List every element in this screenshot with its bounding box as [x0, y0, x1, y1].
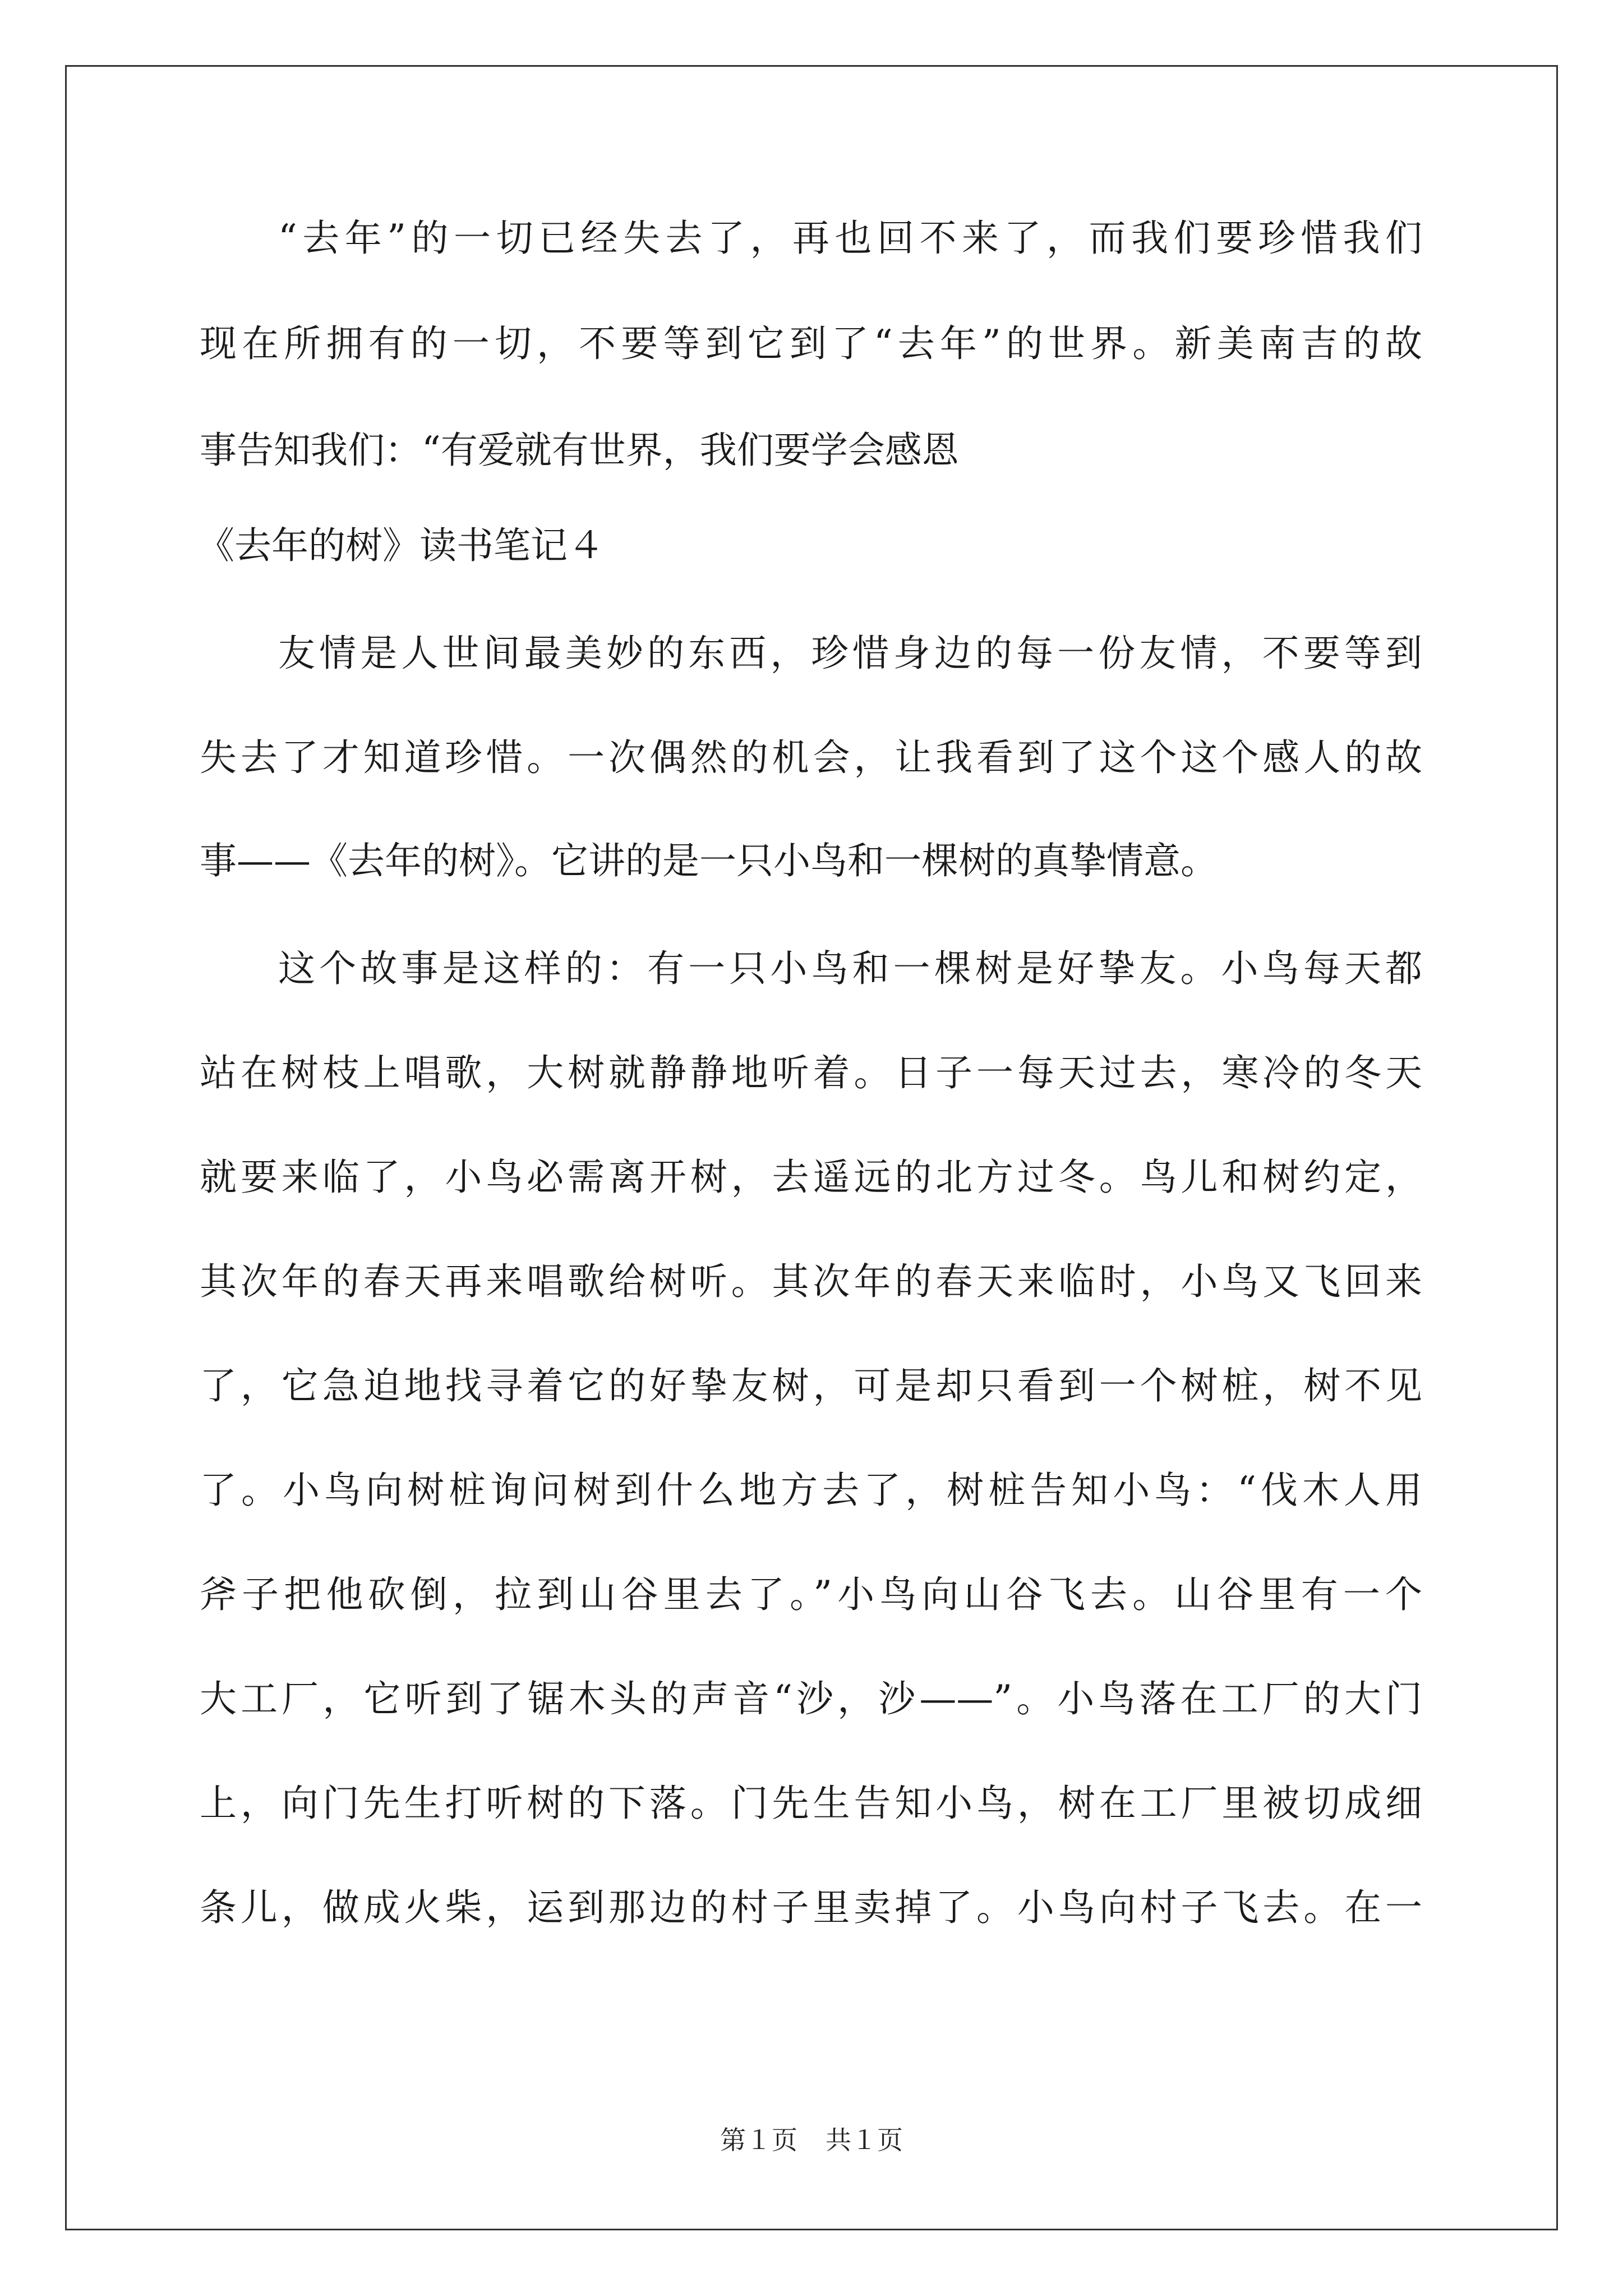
paragraph-line: 事告知我们：“有爱就有世界，我们要学会感恩: [200, 429, 959, 472]
section-heading: 《去年的树》读书笔记４: [197, 524, 605, 567]
page-footer: [0, 2123, 1623, 2157]
paragraph-line: 这个故事是这样的：有一只小鸟和一棵树是好挚友。小鸟每天都: [278, 947, 1422, 990]
page-number: 第１页: [720, 2125, 797, 2155]
paragraph-line: 上，向门先生打听树的下落。门先生告知小鸟，树在工厂里被切成细: [200, 1782, 1422, 1825]
paragraph-line: 了。小鸟向树桩询问树到什么地方去了，树桩告知小鸟：“伐木人用: [200, 1469, 1422, 1512]
paragraph-line: 失去了才知道珍惜。一次偶然的机会，让我看到了这个这个感人的故: [200, 736, 1422, 779]
paragraph-line: 条儿，做成火柴，运到那边的村子里卖掉了。小鸟向村子飞去。在一: [200, 1886, 1422, 1929]
paragraph-line: 斧子把他砍倒，拉到山谷里去了。”小鸟向山谷飞去。山谷里有一个: [200, 1573, 1422, 1616]
page-total: 共１页: [826, 2125, 903, 2155]
paragraph-line: 站在树枝上唱歌，大树就静静地听着。日子一每天过去，寒冷的冬天: [200, 1051, 1422, 1094]
paragraph-line: 事——《去年的树》。它讲的是一只小鸟和一棵树的真挚情意。: [200, 839, 1218, 882]
paragraph-line: 就要来临了，小鸟必需离开树，去遥远的北方过冬。鸟儿和树约定，: [200, 1156, 1422, 1199]
paragraph-line: 其次年的春天再来唱歌给树听。其次年的春天来临时，小鸟又飞回来: [200, 1260, 1422, 1303]
paragraph-line: “去年”的一切已经失去了，再也回不来了，而我们要珍惜我们: [278, 217, 1422, 260]
paragraph-line: 友情是人世间最美妙的东西，珍惜身边的每一份友情，不要等到: [278, 632, 1422, 675]
paragraph-line: 现在所拥有的一切，不要等到它到了“去年”的世界。新美南吉的故: [200, 322, 1422, 365]
paragraph-line: 大工厂，它听到了锯木头的声音“沙，沙——”。小鸟落在工厂的大门: [200, 1677, 1422, 1720]
paragraph-line: 了，它急迫地找寻着它的好挚友树，可是却只看到一个树桩，树不见: [200, 1364, 1422, 1407]
